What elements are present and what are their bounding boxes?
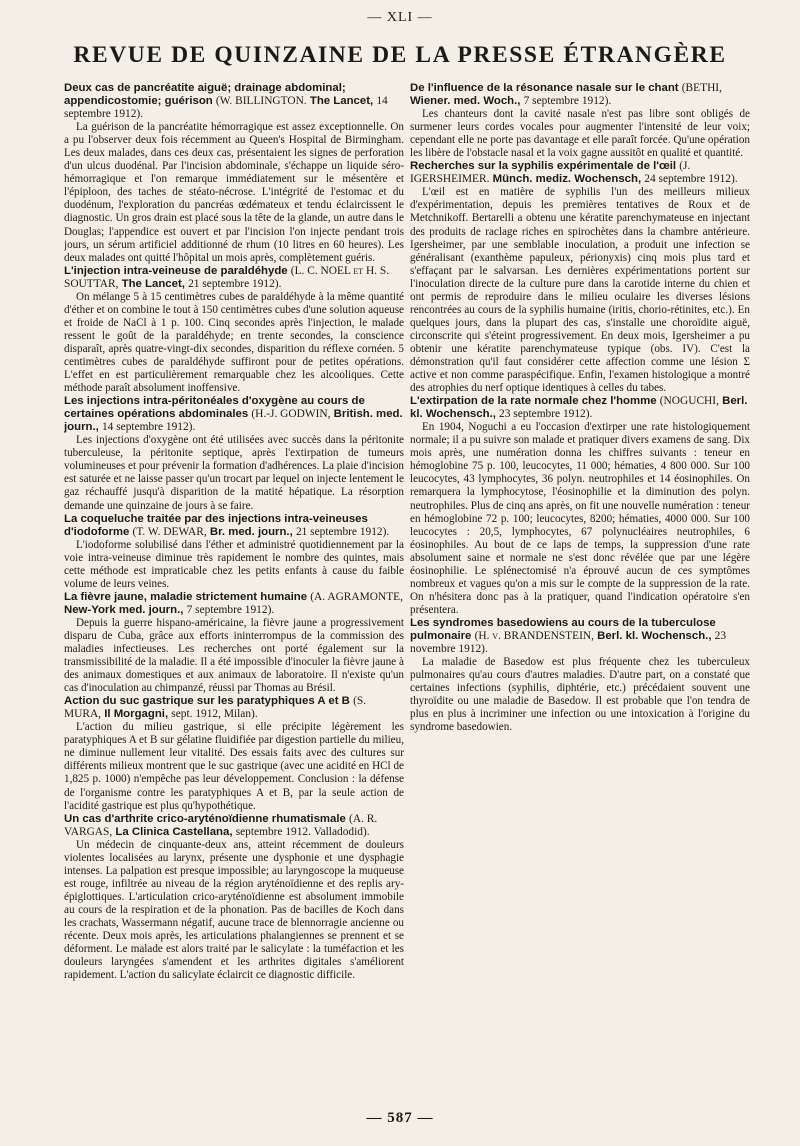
article-date: sept. 1912, Milan). (171, 708, 258, 721)
article-suc-gastrique (64, 695, 404, 812)
article-resonance-nasale (410, 82, 750, 160)
article-body: Depuis la guerre hispano-américaine, la fièvre jaune a progressivement disparu de Cuba, grâce aux efforts ininterrompus de la commission des maladies infectieuses. Les recherches ont porté également sur la transmissibilité de la maladie. Il a été impossible d'inoculer la fièvre jaune à des animaux domestiques et aux animaux de laboratoire. Il n'existe qu'un cas d'inoculation au chimpanzé, réussi par Thomas au Brésil. (64, 616, 404, 695)
article-author: (J. IGERSHEIMER. (410, 160, 691, 186)
article-date: 14 septembre 1912). (64, 95, 388, 121)
article-date: 23 septembre 1912). (499, 408, 593, 421)
article-publication: New-York med. journ., (64, 603, 184, 616)
article-author: (A. AGRAMONTE, (310, 590, 403, 603)
article-arthrite (64, 813, 404, 983)
article-date: 23 novembre 1912). (410, 629, 727, 656)
article-rate (410, 395, 750, 617)
article-publication: Wiener. med. Woch., (410, 95, 521, 108)
article-pancreatite (64, 82, 404, 265)
article-publication: The Lancet, (309, 95, 374, 108)
article-body: En 1904, Noguchi a eu l'occasion d'extirper une rate histologiquement normale; il a pu suivre son malade et pratiquer divers examens de sang. Dix mois après, une numération donna les chiffres suivants : teneur en hémoglobine 75 p. 100, leucocytes, 11 000; hématies, 4 800 000. Sur 100 leucocytes, 43 lymphocytes, 36 polyn. neutrophiles et 14 éosinophiles. On remarquera la lymphocytose, l'éosinophilie et la diminution des polyn. neutrophiles. Plus de cinq ans après, on fit une nouvelle numération : teneur en hémoglobine 72 p. 100; leucocytes, 8200; hématies, 4000 000. Sur 100 leucocytes : 20,5, lymphocytes, 67 polynucléaires neutrophiles, 6 éosinophiles. Au bout de ce laps de temps, la suppression d'une rate absolument saine et normale ne s'est donc révélée que par une légère éosinophilie. Le splénectomisé n'a éprouvé aucun de ces symptômes nombreux et vagues qu'on a mis sur le compte de la suppression de la rate. On n'hésitera donc pas à la pratiquer, quand l'indication opératoire s'en présentera. (410, 421, 750, 616)
article-publication: Münch. mediz. Wochensch, (492, 173, 642, 186)
page-title: REVUE DE QUINZAINE DE LA PRESSE ÉTRANGÈRE (73, 42, 727, 68)
article-body: Les chanteurs dont la cavité nasale n'est pas libre sont obligés de surmener leurs cordes vocales pour augmenter l'intensité de leur voix; cependant elle ne porte pas davantage et elle paraît forcée. Qu'une opération les libère de l'obstacle nasal et la voix gagne aussitôt en qualité et quantité. (410, 108, 750, 160)
article-date: 7 septembre 1912). (186, 603, 275, 616)
article-date: 14 septembre 1912). (101, 421, 196, 434)
article-body: L'action du milieu gastrique, si elle précipite légèrement les paratyphiques A et B sur gélatine fluidifiée par digestion partielle du milieu, ne diminue nullement leur vitalité. Des essais faits avec des cultures sur différents milieux montrent que le suc gastrique (avec une acidité en HCl de 1,825 p. 1000) n'empêche pas leur développement. Conclusion : la défense de l'organisme contre les paratyphiques A et B, par la seule action de l'acidité gastrique est plus qu'hypothétique. (64, 721, 404, 812)
article-oxygene (64, 395, 404, 512)
article-syphilis-oeil (410, 160, 750, 395)
article-title: La fièvre jaune, maladie strictement humaine (64, 590, 308, 603)
article-author: (BETHI, (681, 82, 722, 94)
article-title: L'extirpation de la rate normale chez l'homme (410, 395, 657, 408)
article-date: 21 septembre 1912). (295, 525, 390, 538)
article-fievre-jaune (64, 591, 404, 695)
article-author: (W. BILLINGTON. (215, 95, 307, 108)
article-publication: The Lancet, (121, 277, 185, 290)
page-number-bottom: — 587 — (366, 1110, 434, 1126)
article-body: La maladie de Basedow est plus fréquente chez les tuberculeux pulmonaires qu'au cours d'autres maladies. D'autre part, on a constaté que certaines infections (syphilis, diphtérie, etc.) précédaient souvent une thyroïdite ou une maladie de Basedow. Il est probable que l'on tendra de plus en plus à incriminer une infection ou une intoxication à l'origine du syndrome basedowien. (410, 656, 750, 734)
article-publication: Br. med. journ., (209, 525, 293, 538)
article-title: La coqueluche traitée par des injections intra-veineuses d'iodoforme (64, 512, 368, 538)
article-body: Les injections d'oxygène ont été utilisées avec succès dans la péritonite tuberculeuse, la péritonite septique, après l'extirpation de tumeurs volumineuses et pour prévenir la formation d'adhérences. La plaie d'incision est saturée et ne laisse passer qu'un trocart par lequel on injecte lentement le gaz réchauffé jusqu'à disparition de la matité hépatique. La résorption demande une quinzaine de jours à se faire. (64, 434, 404, 512)
article-basedow (410, 617, 750, 734)
article-body: On mélange 5 à 15 centimètres cubes de paraldéhyde à la même quantité d'éther et on combine le tout à 150 centimètres cubes d'une solution aqueuse et froide de NaCl à 1 p. 100. Cinq secondes après l'injection, le malade ressent le goût de la paraldéhyde; en trente secondes, la conscience disparaît, après quatre-vingt-dix secondes, disparition du réflexe cornéen. 5 centimètres cubes de paraldéhyde suffiront pour de petites opérations. L'effet en est particulièrement remarquable chez les alcooliques. Cette méthode paraît absolument inoffensive. (64, 290, 404, 395)
article-title: Les injections intra-péritonéales d'oxygène au cours de certaines opérations abdominales (64, 395, 365, 421)
article-author: (T. W. DEWAR, (132, 525, 207, 538)
article-title: Action du suc gastrique sur les paratyphiques A et B (64, 695, 350, 708)
article-author: (NOGUCHI, (659, 395, 719, 408)
article-title: L'injection intra-veineuse de paraldéhyde (64, 264, 288, 277)
article-title: Recherches sur la syphilis expérimentale de l'œil (410, 160, 677, 173)
article-publication: Berl. kl. Wochensch., (410, 395, 748, 421)
article-coqueluche (64, 513, 404, 591)
article-date: 21 septembre 1912). (188, 277, 282, 290)
page-number-top: — XLI — (367, 10, 433, 25)
article-date: 24 septembre 1912). (644, 173, 738, 186)
article-title: De l'influence de la résonance nasale sur le chant (410, 82, 679, 94)
article-author: (A. R. VARGAS, (64, 812, 378, 838)
article-title: Un cas d'arthrite crico-aryténoïdienne rhumatismale (64, 812, 346, 825)
right-column (410, 82, 750, 1110)
article-title: Deux cas de pancréatite aiguë; drainage abdominal; appendicostomie; guérison (64, 82, 346, 108)
article-author: (H. v. BRANDENSTEIN, (474, 629, 594, 642)
article-publication: Il Morgagni, (104, 708, 169, 721)
article-date: septembre 1912. Valladodid). (235, 825, 370, 838)
article-publication: Berl. kl. Wochensch., (597, 629, 712, 642)
article-author: (L. C. NOEL et H. S. SOUTTAR, (64, 264, 390, 290)
article-body: L'œil est en matière de syphilis l'un des meilleurs milieux d'expérimentation, depuis les premières tentatives de Roux et de Metchnikoff. Bertarelli a obtenu une kératite parenchymateuse en injectant des produits de raclage riches en spirochètes dans la chambre antérieure. Igersheimer, par une semblable inoculation, a produit une infection se généralisant (exanthème papuleux, périonyxis) cinq mois plus tard et s'effaçant par le salvarsan. Les dernières expérimentations portent sur l'inoculation directe de la culture pure dans la carotide interne du chien et ont permis de reproduire dans le milieu oculaire les diverses lésions rencontrées au cours de la syphilis humaine (iritis, chorio-rétinites, etc.). En quelques jours, dans la plupart des cas, s'installe une choroïdite aiguë, circonscrite qui s'éteint progressivement. En deux mois, Igersheimer a pu obtenir une kératite parenchymateuse typique (obs. IV). C'est la démonstration qu'il faut considérer cette affection comme une lésion Σ active et non comme paraspécifique. Enfin, l'examen histologique a montré des atrophies du nerf optique identiques à celles du tabes. (410, 186, 750, 395)
article-body: La guérison de la pancréatite hémorragique est assez exceptionnelle. On a pu l'observer deux fois récemment au Queen's Hospital de Birmingham. Les deux malades, dans ces deux cas, présentaient les signes de perforation d'un ulcus duodénal. Par l'incision abdominale, s'échappe un liquide séro-hémorragique et l'on remarque immédiatement sur le mésentère et l'épiploon, des taches de stéato-nécrose. L'intégrité de l'estomac et du duodénum, l'exploration du pancréas œdémateux et tendu éclaircissent le diagnostic. Un gros drain est placé sous la tête de la glande, un autre dans le Douglas; l'appendice est ouvert et par l'incision l'on injecte pendant trois jours, un sérum artificiel additionné de rhum (10 litres en 60 heures). Les deux malades ont quitté l'hôpital un mois après, complètement guéris. (64, 121, 404, 264)
article-body: L'iodoforme solubilisé dans l'éther et administré quotidiennement par la voie intra-veineuse diminue très rapidement le nombre des quintes, mais cette méthode est impraticable chez les petits enfants à cause du faible volume de leurs veines. (64, 538, 404, 590)
article-body: Un médecin de cinquante-deux ans, atteint récemment de douleurs violentes localisées au larynx, présente une dysphonie et une dysphagie intenses. La palpation est presque impossible; au laryngoscope la muqueuse est rouge, infiltrée au niveau de la région aryténoïdienne et des replis ary-épiglottiques. L'articulation crico-aryténoïdienne est absolument immobile au cours de la respiration et de la phonation. Pas de bacilles de Koch dans les crachats, Wassermann négatif, aucune trace de blennorragie ancienne ou récente. Deux mois après, les articulations phalangiennes se prennent et se déforment. Le malade est alors traité par le salicylate : la tuméfaction et les douleurs laryngées s'amendent et les arthrites digitales s'améliorent rapidement. L'action du salicylate éclaircit ce diagnostic difficile. (64, 838, 404, 982)
left-column (64, 82, 404, 1110)
article-paraldehyde (64, 265, 404, 395)
article-author: (S. MURA, (64, 695, 367, 721)
article-author: (H.-J. GODWIN, (251, 408, 331, 421)
article-publication: La Clinica Castellana, (115, 825, 233, 838)
article-date: 7 septembre 1912). (523, 95, 612, 108)
article-title: Les syndromes basedowiens au cours de la tuberculose pulmonaire (410, 616, 716, 642)
article-publication: British. med. journ., (64, 408, 403, 434)
